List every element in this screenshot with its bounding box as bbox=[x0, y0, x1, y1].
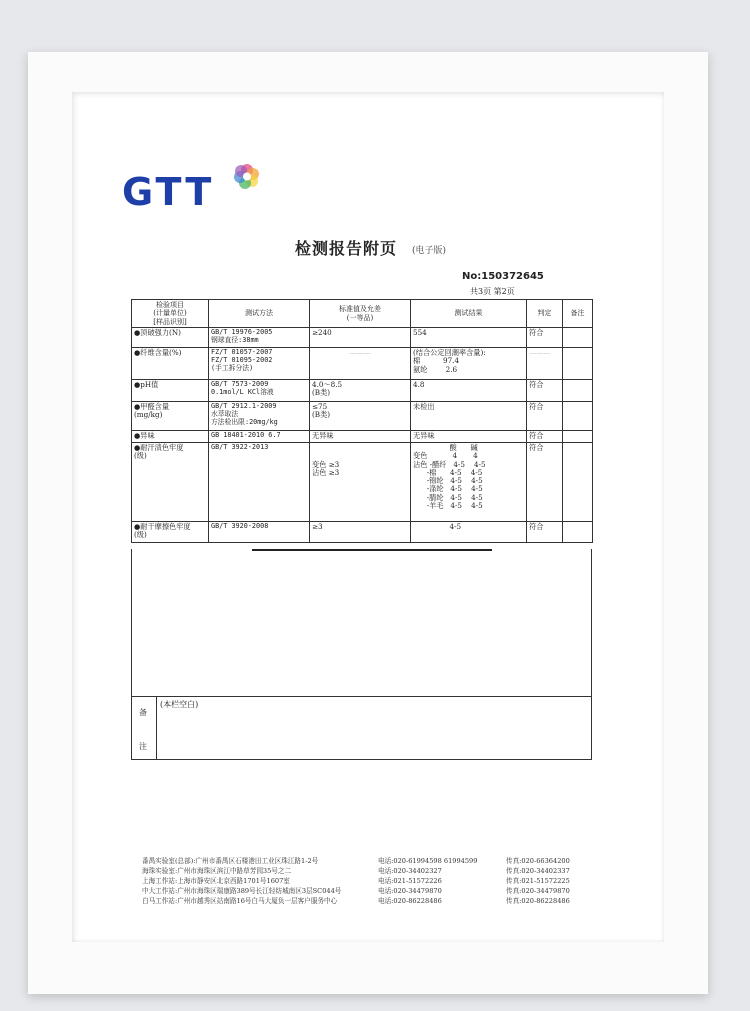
footer-fax: 传真:021-51572225 bbox=[506, 877, 570, 885]
footer-fax: 传真:020-66364200 bbox=[506, 857, 570, 865]
cell-standard: ≥240 bbox=[310, 328, 411, 348]
header-standard: 标准值及允差 (一等品) bbox=[310, 300, 411, 328]
header-result: 测试结果 bbox=[411, 300, 527, 328]
cell-method: GB/T 7573-2009 0.1mol/L KCl溶液 bbox=[209, 380, 310, 402]
test-results-table bbox=[131, 299, 593, 543]
cell-result: (结合公定回潮率含量): 棉 97.4 氨纶 2.6 bbox=[411, 348, 527, 380]
footer-fax: 传真:020-34402337 bbox=[506, 867, 570, 875]
remarks-label-bottom: 注 bbox=[139, 742, 147, 751]
cell-standard: 4.0～8.5 (B类) bbox=[310, 380, 411, 402]
cell-judge: ——— bbox=[527, 348, 563, 380]
cell-method: GB/T 19976-2005 钢球直径:38mm bbox=[209, 328, 310, 348]
cell-result: 4.8 bbox=[411, 380, 527, 402]
footer-address: 番禺实验室(总部):广州市番禺区石楼港田工业区珠江路1-2号 bbox=[142, 857, 319, 865]
table-row bbox=[132, 328, 593, 348]
footer-tel: 电话:020-86228486 bbox=[378, 897, 442, 905]
remarks-label bbox=[132, 697, 157, 759]
cell-method: GB 18401-2010 6.7 bbox=[209, 431, 310, 443]
cell-standard: 无异味 bbox=[310, 431, 411, 443]
frame-mat bbox=[72, 92, 664, 942]
footer-row bbox=[142, 876, 612, 886]
header-judge: 判定 bbox=[527, 300, 563, 328]
cell-judge: 符合 bbox=[527, 380, 563, 402]
footer-row bbox=[142, 886, 612, 896]
footer-fax: 传真:020-86228486 bbox=[506, 897, 570, 905]
cell-note bbox=[563, 348, 593, 380]
cell-note bbox=[563, 402, 593, 431]
cell-method: GB/T 3920-2008 bbox=[209, 522, 310, 543]
cell-judge: 符合 bbox=[527, 328, 563, 348]
cell-result: 4-5 bbox=[411, 522, 527, 543]
cell-item: ●pH值 bbox=[132, 380, 209, 402]
cell-note bbox=[563, 522, 593, 543]
cell-judge: 符合 bbox=[527, 443, 563, 522]
flower-logo-icon bbox=[232, 162, 262, 192]
cell-standard: ≥3 bbox=[310, 522, 411, 543]
cell-item: ●耐干摩擦色牢度 (级) bbox=[132, 522, 209, 543]
gtt-logo: GTT bbox=[122, 170, 215, 214]
header-method: 测试方法 bbox=[209, 300, 310, 328]
footer-tel: 电话:020-34479870 bbox=[378, 887, 442, 895]
footer-tel: 电话:020-34402327 bbox=[378, 867, 442, 875]
footer-address: 中大工作站:广州市海珠区瑞康路389号长江轻纺城南区3层SC044号 bbox=[142, 887, 342, 895]
cell-item: ●异味 bbox=[132, 431, 209, 443]
header-note: 备注 bbox=[563, 300, 593, 328]
table-row bbox=[132, 522, 593, 543]
footer-tel: 电话:020-61994598 61994599 bbox=[378, 857, 478, 865]
footer-row bbox=[142, 866, 612, 876]
cell-judge: 符合 bbox=[527, 431, 563, 443]
table-row bbox=[132, 380, 593, 402]
cell-result: 无异味 bbox=[411, 431, 527, 443]
table-row bbox=[132, 402, 593, 431]
cell-result: 酸 碱 变色 4 4 沾色 -醋纤 4-5 4-5 -棉 4-5 4-5 -锦纶 4-5 4-5 -涤纶 4-5 4-5 -腈纶 4-5 4-5 -羊毛 4-5 4-5 bbox=[411, 443, 527, 522]
page-info: 共3页 第2页 bbox=[470, 287, 515, 296]
cell-method: GB/T 2912.1-2009 水萃取法 方法检出限:20mg/kg bbox=[209, 402, 310, 431]
remarks-box bbox=[131, 696, 592, 760]
remarks-text: (本栏空白) bbox=[160, 700, 199, 709]
footer-row bbox=[142, 896, 612, 906]
report-number-label: No: bbox=[462, 271, 482, 282]
cell-judge: 符合 bbox=[527, 402, 563, 431]
end-of-data-line bbox=[252, 549, 492, 551]
cell-item: ●顶破强力(N) bbox=[132, 328, 209, 348]
cell-item: ●纤维含量(%) bbox=[132, 348, 209, 380]
cell-result: 554 bbox=[411, 328, 527, 348]
footer-row bbox=[142, 856, 612, 866]
cell-judge: 符合 bbox=[527, 522, 563, 543]
header-item: 检验项目 (计量单位) [样品识别] bbox=[132, 300, 209, 328]
table-row bbox=[132, 443, 593, 522]
footer-tel: 电话:021-51572226 bbox=[378, 877, 442, 885]
report-number-value: 150372645 bbox=[481, 271, 544, 282]
blank-area bbox=[131, 549, 592, 697]
report-page bbox=[72, 92, 664, 942]
report-title: 检测报告附页 bbox=[295, 239, 398, 258]
footer-address: 白马工作站:广州市越秀区站南路16号白马大厦负一层客户服务中心 bbox=[142, 897, 338, 905]
table-header-row bbox=[132, 300, 593, 328]
footer-fax: 传真:020-34479870 bbox=[506, 887, 570, 895]
cell-item: ●甲醛含量 (mg/kg) bbox=[132, 402, 209, 431]
cell-result: 未检出 bbox=[411, 402, 527, 431]
table-row bbox=[132, 348, 593, 380]
cell-note bbox=[563, 380, 593, 402]
cell-standard: ≤75 (B类) bbox=[310, 402, 411, 431]
report-subtitle: (电子版) bbox=[412, 246, 447, 256]
lab-contacts-footer bbox=[142, 856, 612, 906]
cell-standard: 变色 ≥3 沾色 ≥3 bbox=[310, 443, 411, 522]
cell-method: FZ/T 01057-2007 FZ/T 01095-2002 (手工拆分法) bbox=[209, 348, 310, 380]
cell-item: ●耐汗渍色牢度 (级) bbox=[132, 443, 209, 522]
report-number bbox=[462, 271, 544, 282]
cell-standard: ——— bbox=[310, 348, 411, 380]
footer-address: 上海工作站:上海市静安区北京西路1701号1607室 bbox=[142, 877, 290, 885]
cell-method: GB/T 3922-2013 bbox=[209, 443, 310, 522]
table-row bbox=[132, 431, 593, 443]
cell-note bbox=[563, 328, 593, 348]
cell-note bbox=[563, 443, 593, 522]
picture-frame bbox=[28, 52, 708, 994]
footer-address: 海珠实验室:广州市海珠区滨江中路草芳园35号之二 bbox=[142, 867, 292, 875]
remarks-label-top: 备 bbox=[139, 708, 147, 717]
cell-note bbox=[563, 431, 593, 443]
